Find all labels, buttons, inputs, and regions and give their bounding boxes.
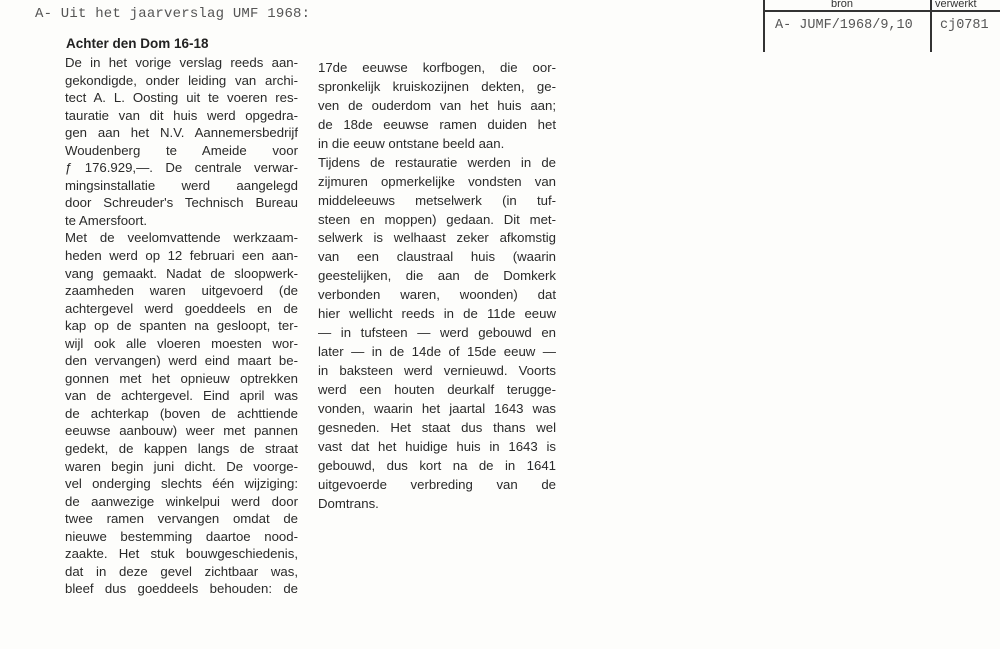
text-line: tect A. L. Oosting uit te voeren res- [65,90,298,106]
text-line: — in tufsteen — werd gebouwd en [318,325,556,341]
article-title: Achter den Dom 16-18 [66,36,209,51]
text-line: Domtrans. [318,495,379,511]
text-line: zaakte. Het stuk bouwgeschiedenis, [65,546,298,562]
text-line: Woudenberg te Ameide voor [65,142,298,158]
text-line: ven de ouderdom van het huis aan; [318,97,556,113]
text-line: heden werd op 12 februari een aan- [65,248,298,264]
text-line: mingsinstallatie werd aangelegd [65,177,298,193]
text-line: te Amersfoort. [65,212,148,228]
text-line: in die eeuw ontstane beeld aan. [318,135,505,151]
text-line: gebouwd, dus kort na de in 1641 [318,457,556,473]
text-line: twee ramen vervangen omdat de [65,511,298,527]
text-line: vel onderging slechts één wijziging: [65,476,298,492]
text-line: dat in deze gevel zichtbaar was, [65,563,298,579]
text-line: de 18de eeuwse ramen duiden het [318,116,556,132]
text-line: de achterkap (boven de achttiende [65,405,298,421]
text-line: Met de veelomvattende werkzaam- [65,230,298,246]
text-line: door Schreuder's Technisch Bureau [65,195,298,211]
table-header-line [763,10,1000,12]
text-line: hier wellicht reeds in de 11de eeuw [318,306,556,322]
bron-header: bron [831,0,854,10]
text-line: verbonden waren, woonden) dat [318,287,556,303]
text-line: Tijdens de restauratie werden in de [318,154,556,170]
text-line: geestelijken, die aan de Domkerk [318,268,556,284]
source-table [763,0,1000,52]
text-line: waren begin juni dicht. De voorge- [65,458,298,474]
text-line: zaamheden waren uitgevoerd (de [65,283,298,299]
text-line: uitgevoerde verbreding van de [318,476,556,492]
text-line: bleef dus goeddeels behouden: de [65,581,298,597]
text-line: zijmuren opmerkelijke vondsten van [318,173,556,189]
text-line: selwerk is welhaast zeker afkomstig [318,230,556,246]
text-line: middeleeuws metselwerk (in tuf- [318,192,556,208]
text-line: vang gemaakt. Nadat de sloopwerk- [65,265,298,281]
text-line: later — in de 14de of 15de eeuw — [318,344,556,360]
text-column-2 [318,59,556,514]
text-line: van een claustraal huis (waarin [318,249,556,265]
text-line: gekondigde, onder leiding van archi- [65,72,298,88]
text-column-1 [65,54,298,598]
text-line: spronkelijk kruiskozijnen dekten, ge- [318,78,556,94]
text-line: den vervangen) werd eind maart be- [65,353,298,369]
text-line: gedekt, de kappen langs de straat [65,441,298,457]
text-line: De in het vorige verslag reeds aan- [65,55,298,70]
text-line: ƒ 176.929,—. De centrale verwar- [65,160,298,176]
document-header: A- Uit het jaarverslag UMF 1968: [35,6,311,22]
text-line: vast dat het huidige huis in 1643 is [318,438,556,454]
text-line: kap op de spanten na gesloopt, ter- [65,318,298,334]
text-line: wijl ook alle vloeren moesten wor- [65,335,298,351]
text-line: gen aan het N.V. Aannemersbedrijf [65,125,298,141]
text-line: vonden, waarin het jaartal 1643 was [318,400,556,416]
text-line: nieuwe bestemming daartoe nood- [65,528,298,544]
table-divider [930,0,932,52]
text-line: gonnen met het opnieuw optrekken [65,370,298,386]
verwerkt-header: verwerkt [935,0,977,10]
text-line: achtergevel werd goeddeels en de [65,300,298,316]
bron-value: A- JUMF/1968/9,10 [775,18,913,33]
text-line: gesneden. Het staat dus thans wel [318,419,556,435]
verwerkt-value: cj0781 [940,18,989,33]
text-line: de aanwezige winkelpui werd door [65,493,298,509]
text-line: in baksteen werd vernieuwd. Voorts [318,363,556,378]
text-line: steen en moppen) gedaan. Dit met- [318,211,556,227]
text-line: tauratie van dit huis werd opgedra- [65,107,298,123]
text-line: 17de eeuwse korfbogen, die oor- [318,60,556,75]
text-line: van de achtergevel. Eind april was [65,388,298,404]
text-line: werd een houten deurkalf terugge- [318,381,556,397]
text-line: eeuwse aanbouw) weer met pannen [65,423,298,439]
table-border-left [763,0,765,52]
